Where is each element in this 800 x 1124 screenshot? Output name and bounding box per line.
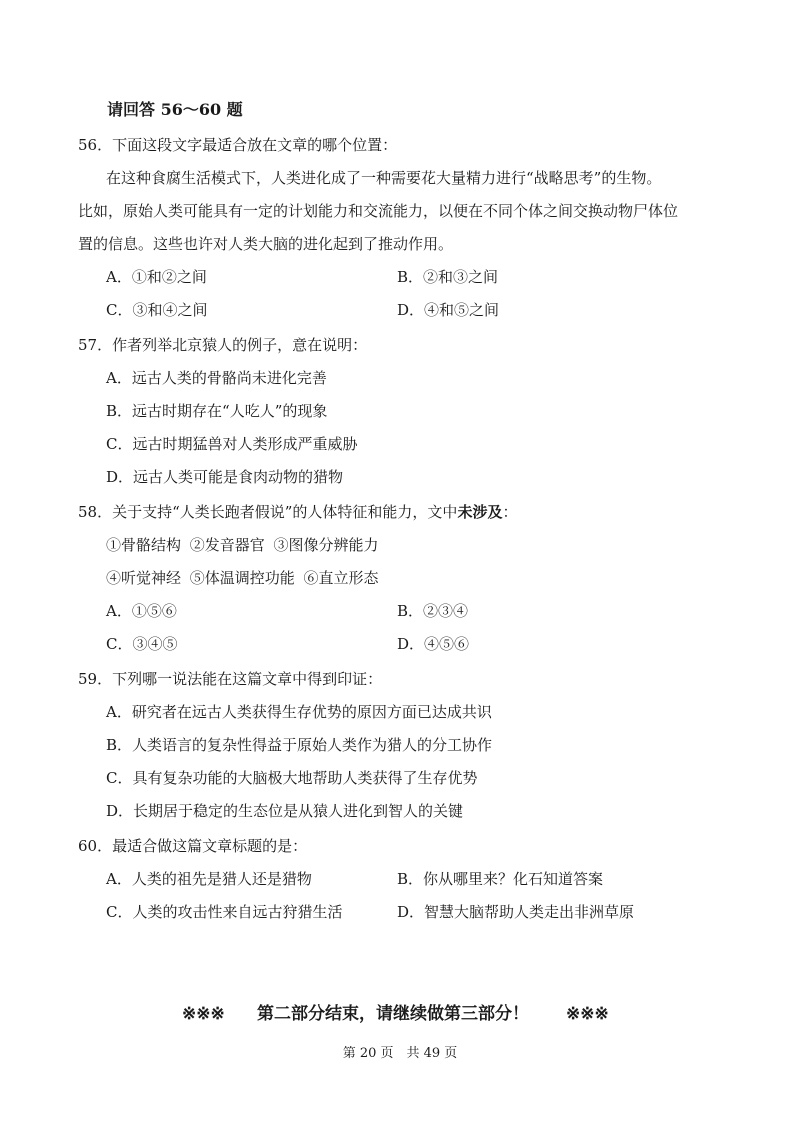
question-56-option-d[interactable]: D．④和⑤之间: [397, 301, 500, 319]
question-59-stem: 59．下列哪一说法能在这篇文章中得到印证：: [78, 670, 383, 688]
question-60-stem: 60．最适合做这篇文章标题的是：: [78, 837, 308, 855]
page-footer: 第 20 页 共 49 页: [342, 1046, 458, 1061]
question-58-option-c[interactable]: C．③④⑤: [106, 635, 178, 653]
question-59-option-d[interactable]: D．长期居于稳定的生态位是从猿人进化到智人的关键: [106, 802, 464, 820]
question-58-option-b[interactable]: B．②③④: [397, 602, 469, 620]
question-56-passage-line-1: 在这种食腐生活模式下，人类进化成了一种需要花大量精力进行“战略思考”的生物。: [106, 169, 662, 187]
question-59-option-b[interactable]: B．人类语言的复杂性得益于原始人类作为猎人的分工协作: [106, 736, 493, 754]
question-57-option-d[interactable]: D．远古人类可能是食肉动物的猎物: [106, 468, 344, 486]
question-58-items-line-1: ①骨骼结构 ②发音器官 ③图像分辨能力: [106, 536, 379, 554]
question-58-stem-emphasis: 未涉及: [457, 503, 503, 521]
question-57-option-b[interactable]: B．远古时期存在“人吃人”的现象: [106, 402, 328, 420]
question-56-option-b[interactable]: B．②和③之间: [397, 268, 499, 286]
question-60-option-d[interactable]: D．智慧大脑帮助人类走出非洲草原: [397, 903, 635, 921]
question-58-option-d[interactable]: D．④⑤⑥: [397, 635, 470, 653]
question-59-option-c[interactable]: C．具有复杂功能的大脑极大地帮助人类获得了生存优势: [106, 769, 478, 787]
question-56-stem: 56．下面这段文字最适合放在文章的哪个位置：: [78, 136, 398, 154]
question-56-passage-line-3: 置的信息。这些也许对人类大脑的进化起到了推动作用。: [78, 235, 454, 253]
question-60-option-b[interactable]: B．你从哪里来？化石知道答案: [397, 870, 604, 888]
question-60-option-a[interactable]: A．人类的祖先是猎人还是猎物: [106, 870, 312, 888]
question-58-stem: [78, 502, 517, 522]
question-58-stem-text: 58．关于支持“人类长跑者假说”的人体特征和能力，文中: [78, 503, 458, 521]
question-58-stem-end: ：: [502, 503, 518, 521]
section-end-text: 第二部分结束，请继续做第三部分！: [257, 1004, 529, 1024]
question-57-option-a[interactable]: A．远古人类的骨骼尚未进化完善: [106, 369, 327, 387]
section-end-left-marks: ※※※: [182, 1004, 225, 1024]
question-56-option-a[interactable]: A．①和②之间: [106, 268, 207, 286]
question-58-items-line-2: ④听觉神经 ⑤体温调控功能 ⑥直立形态: [106, 569, 379, 587]
question-57-option-c[interactable]: C．远古时期猛兽对人类形成严重威胁: [106, 435, 358, 453]
section-heading: 请回答 56～60 题: [107, 100, 243, 119]
question-57-stem: 57．作者列举北京猿人的例子，意在说明：: [78, 336, 368, 354]
question-56-option-c[interactable]: C．③和④之间: [106, 301, 208, 319]
question-58-option-a[interactable]: A．①⑤⑥: [106, 602, 177, 620]
question-59-option-a[interactable]: A．研究者在远古人类获得生存优势的原因方面已达成共识: [106, 703, 492, 721]
section-end-right-marks: ※※※: [566, 1004, 609, 1024]
question-60-option-c[interactable]: C．人类的攻击性来自远古狩猎生活: [106, 903, 343, 921]
question-56-passage-line-2: 比如，原始人类可能具有一定的计划能力和交流能力，以便在不同个体之间交换动物尸体位: [78, 202, 679, 220]
